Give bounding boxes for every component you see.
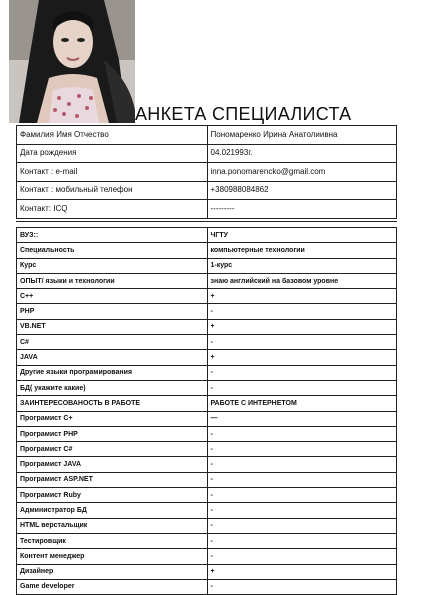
row-label: Дата рождения — [17, 144, 208, 163]
table-row — [17, 319, 397, 334]
row-label: Game developer — [17, 579, 208, 594]
row-label: Програмист C# — [17, 442, 208, 457]
row-value: РАБОТЕ С ИНТЕРНЕТОМ — [207, 396, 397, 411]
table-row — [17, 365, 397, 380]
row-value: 04.021993г. — [207, 144, 397, 163]
row-label: Фамилия Имя Отчество — [17, 126, 208, 145]
row-label: VB.NET — [17, 319, 208, 334]
row-value: - — [207, 304, 397, 319]
row-label: Програмист PHP — [17, 426, 208, 441]
table-row — [17, 396, 397, 411]
table-row — [17, 126, 397, 145]
row-value: - — [207, 442, 397, 457]
row-value: + — [207, 319, 397, 334]
row-value: — — [207, 411, 397, 426]
row-label: Контакт: ICQ — [17, 200, 208, 219]
row-value: - — [207, 533, 397, 548]
row-value: 1-курс — [207, 258, 397, 273]
row-label: ОПЫТ/ языки и технологии — [17, 273, 208, 288]
row-label: Програмист Ruby — [17, 488, 208, 503]
table-row — [17, 503, 397, 518]
row-label: Програмист C+ — [17, 411, 208, 426]
table-row — [17, 549, 397, 564]
row-value: - — [207, 365, 397, 380]
row-label: Администратор БД — [17, 503, 208, 518]
table-row — [17, 350, 397, 365]
row-label: Контент менеджер — [17, 549, 208, 564]
row-value: - — [207, 579, 397, 594]
row-value: + — [207, 289, 397, 304]
row-value: Пономаренко Ирина Анатолиивна — [207, 126, 397, 145]
row-label: Контакт : мобильный телефон — [17, 181, 208, 200]
table-row — [17, 564, 397, 579]
table-row — [17, 457, 397, 472]
row-label: JAVA — [17, 350, 208, 365]
table-row — [17, 518, 397, 533]
row-label: БД( укажите какие) — [17, 380, 208, 395]
row-label: Контакт : e-mail — [17, 163, 208, 182]
table-row — [17, 289, 397, 304]
row-label: C++ — [17, 289, 208, 304]
table-row — [17, 304, 397, 319]
row-value: - — [207, 457, 397, 472]
table-row — [17, 163, 397, 182]
row-label: Курс — [17, 258, 208, 273]
table-row — [17, 144, 397, 163]
row-value: знаю английский на базовом уровне — [207, 273, 397, 288]
table-row — [17, 200, 397, 219]
row-label: PHP — [17, 304, 208, 319]
row-label: Програмист ASP.NET — [17, 472, 208, 487]
row-value: + — [207, 350, 397, 365]
table-row — [17, 472, 397, 487]
table-row — [17, 488, 397, 503]
row-label: ВУЗ:: — [17, 228, 208, 243]
row-value: - — [207, 426, 397, 441]
row-value: inna.ponomarencko@gmail.com — [207, 163, 397, 182]
row-label: Другие языки програмирования — [17, 365, 208, 380]
row-value: - — [207, 380, 397, 395]
profile-photo — [9, 0, 135, 123]
table-row — [17, 228, 397, 243]
row-label: Програмист JAVA — [17, 457, 208, 472]
row-value: - — [207, 503, 397, 518]
row-value: ЧГТУ — [207, 228, 397, 243]
table-row — [17, 335, 397, 350]
row-value: - — [207, 488, 397, 503]
table-row — [17, 380, 397, 395]
table-divider — [16, 221, 397, 225]
row-value: - — [207, 472, 397, 487]
portrait-image — [9, 0, 135, 123]
table-row — [17, 579, 397, 594]
table-row — [17, 533, 397, 548]
row-value: - — [207, 335, 397, 350]
row-value: + — [207, 564, 397, 579]
table-row — [17, 411, 397, 426]
table-row — [17, 273, 397, 288]
table-row — [17, 181, 397, 200]
row-value: --------- — [207, 200, 397, 219]
personal-info-table — [16, 125, 397, 219]
row-value: +380988084862 — [207, 181, 397, 200]
row-label: ЗАИНТЕРЕСОВАНОСТЬ В РАБОТЕ — [17, 396, 208, 411]
page-title: АНКЕТА СПЕЦИАЛИСТА — [135, 104, 352, 124]
table-row — [17, 442, 397, 457]
row-label: Тестировщик — [17, 533, 208, 548]
skills-table — [16, 227, 397, 595]
row-label: C# — [17, 335, 208, 350]
table-row — [17, 426, 397, 441]
table-row — [17, 258, 397, 273]
table-row — [17, 243, 397, 258]
row-value: - — [207, 518, 397, 533]
row-label: Специальность — [17, 243, 208, 258]
row-value: - — [207, 549, 397, 564]
row-value: компьютерные технологии — [207, 243, 397, 258]
row-label: HTML верстальщик — [17, 518, 208, 533]
row-label: Дизайнер — [17, 564, 208, 579]
